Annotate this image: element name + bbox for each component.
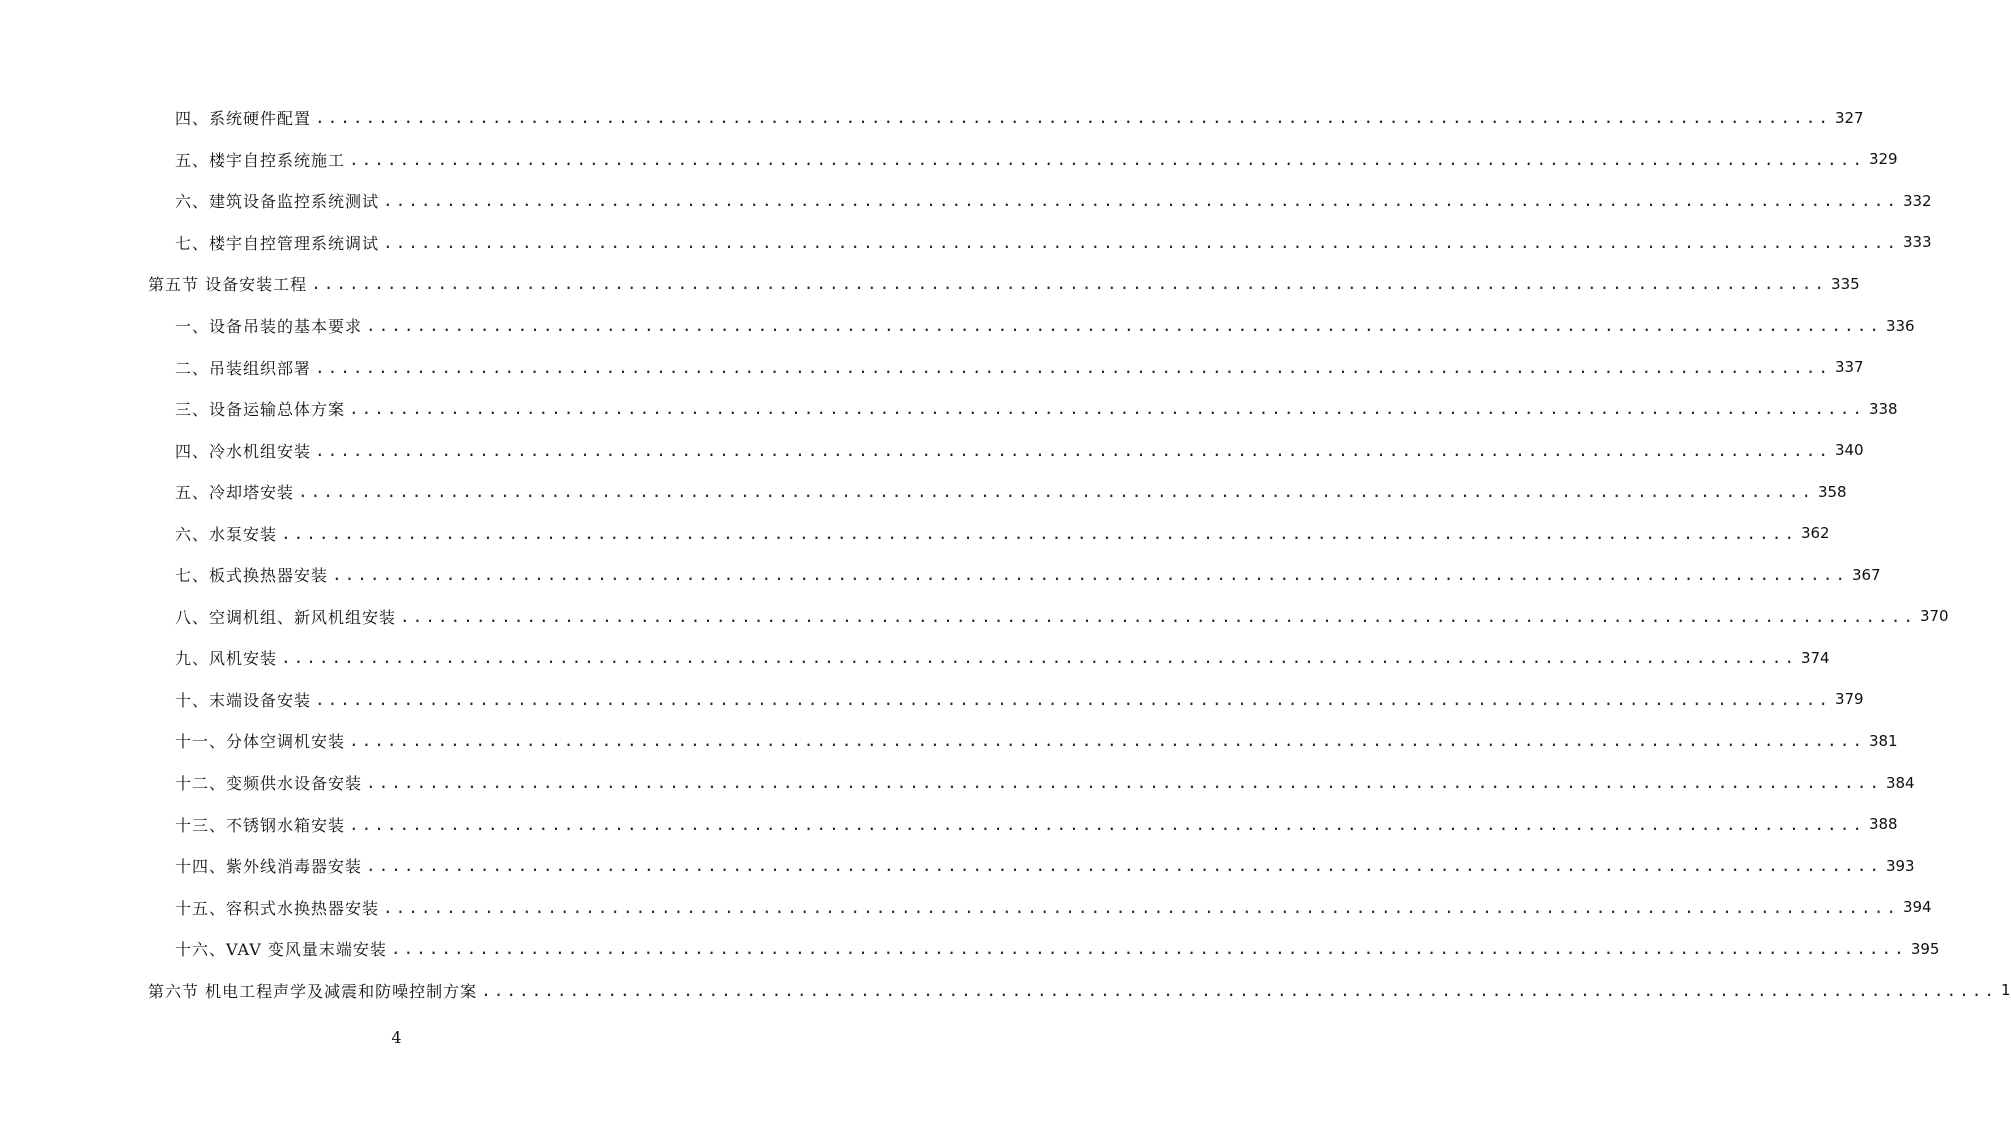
dot-leader: ........................................................................................................................: [315, 689, 1831, 709]
toc-entry[interactable]: [0, 596, 1949, 638]
toc-entry-page: 374: [1800, 648, 1830, 667]
toc-section-entry[interactable]: [0, 969, 2011, 1011]
dot-leader: ........................................................................................................................: [315, 440, 1831, 460]
dot-leader: ........................................................................................................................: [349, 149, 1865, 169]
page-number: 4: [391, 1028, 402, 1047]
dot-leader: ........................................................................................................................: [315, 357, 1831, 377]
dot-leader: ........................................................................................................................: [315, 108, 1831, 128]
toc-entry-title: 四、冷水机组安装: [175, 441, 312, 461]
toc-entry-page: 335: [1831, 274, 1860, 293]
toc-entry-title: 一、设备吊装的基本要求: [175, 317, 363, 336]
toc-entry-page: 340: [1834, 441, 1864, 460]
toc-entry[interactable]: [0, 762, 1915, 804]
toc-entry-title: 十一、分体空调机安装: [175, 732, 346, 752]
toc-entry-page: 381: [1868, 731, 1898, 750]
dot-leader: ........................................................................................................................: [349, 814, 1865, 834]
toc-entry[interactable]: [0, 180, 1932, 222]
toc-entry-title: 第六节 机电工程声学及减震和防噪控制方案: [148, 981, 478, 1001]
toc-entry-title: 六、水泵安装: [175, 524, 278, 544]
dot-leader: ........................................................................................................................: [366, 773, 1882, 793]
toc-entry-page: 362: [1800, 524, 1830, 543]
toc-entry-page: 393: [1885, 856, 1915, 875]
dot-leader: ........................................................................................................................: [281, 648, 1797, 668]
dot-leader: ........................................................................................................................: [366, 316, 1882, 335]
toc-entry-title: 十二、变频供水设备安装: [175, 774, 363, 794]
toc-entry[interactable]: [0, 222, 1932, 264]
toc-entry-page: 338: [1868, 399, 1898, 418]
toc-entry[interactable]: [0, 429, 1864, 471]
toc-entry-page: 384: [1885, 773, 1915, 792]
toc-entry-title: 二、吊装组织部署: [175, 358, 312, 378]
toc-entry[interactable]: [0, 928, 1940, 970]
toc-entry-title: 十六、VAV 变风量末端安装: [175, 940, 387, 960]
toc-entry-page: 327: [1834, 108, 1864, 127]
dot-leader: ........................................................................................................................: [349, 731, 1865, 751]
toc-entry-page: 379: [1834, 690, 1864, 709]
toc-entry-title: 十、末端设备安装: [175, 690, 312, 710]
toc-entry-page: 388: [1868, 815, 1898, 834]
toc-entry-title: 七、楼宇自控管理系统调试: [175, 233, 380, 253]
toc-entry-page: 395: [1910, 939, 1940, 958]
toc-entry-title: 五、楼宇自控系统施工: [175, 150, 346, 170]
toc-entry[interactable]: [0, 388, 1898, 430]
toc-entry[interactable]: [0, 720, 1898, 762]
toc-entry-page: 337: [1834, 358, 1864, 377]
toc-entry[interactable]: [0, 886, 1932, 928]
toc-entry[interactable]: [0, 97, 1864, 139]
toc-entry-title: 五、冷却塔安装: [175, 483, 295, 503]
table-of-contents: [0, 97, 2011, 1011]
toc-entry-page: 394: [1902, 898, 1932, 917]
toc-entry[interactable]: [0, 305, 1915, 347]
dot-leader: ........................................................................................................................: [281, 523, 1797, 543]
toc-entry-title: 十三、不锈钢水箱安装: [175, 815, 346, 835]
toc-entry[interactable]: [0, 512, 1830, 554]
toc-entry-title: 四、系统硬件配置: [175, 109, 312, 129]
dot-leader: ........................................................................................................................: [311, 274, 1828, 294]
toc-entry-title: 六、建筑设备监控系统测试: [175, 192, 380, 212]
toc-entry[interactable]: [0, 845, 1915, 887]
toc-entry-page: 370: [1919, 607, 1949, 626]
dot-leader: ........................................................................................................................: [383, 191, 1899, 211]
toc-entry[interactable]: [0, 346, 1864, 388]
dot-leader: ........................................................................................................................: [366, 856, 1882, 876]
toc-entry-title: 第五节 设备安装工程: [148, 275, 308, 295]
toc-entry-title: 八、空调机组、新风机组安装: [175, 607, 397, 627]
toc-entry-page: 1: [2001, 981, 2011, 1000]
toc-entry-title: 七、板式换热器安装: [175, 566, 329, 586]
toc-entry-page: 358: [1817, 482, 1847, 501]
dot-leader: ........................................................................................................................: [349, 399, 1865, 419]
dot-leader: ........................................................................................................................: [383, 232, 1899, 252]
toc-entry-page: 329: [1868, 150, 1898, 169]
toc-entry[interactable]: [0, 803, 1898, 845]
toc-entry-page: 336: [1885, 316, 1915, 335]
dot-leader: ........................................................................................................................: [332, 565, 1848, 585]
toc-section-entry[interactable]: [0, 263, 1860, 305]
toc-entry[interactable]: [0, 637, 1830, 679]
toc-entry[interactable]: [0, 471, 1847, 513]
toc-entry-page: 333: [1902, 233, 1932, 252]
toc-entry[interactable]: [0, 554, 1881, 596]
toc-entry-title: 九、风机安装: [175, 649, 278, 669]
toc-entry-page: 367: [1851, 565, 1881, 584]
toc-entry[interactable]: [0, 679, 1864, 721]
dot-leader: ........................................................................................................................: [298, 482, 1814, 502]
dot-leader: ........................................................................................................................: [390, 939, 1907, 959]
toc-entry-page: 332: [1902, 191, 1932, 210]
toc-entry-title: 十五、容积式水换热器安装: [175, 898, 380, 918]
toc-entry[interactable]: [0, 139, 1898, 181]
toc-entry-title: 十四、紫外线消毒器安装: [175, 857, 363, 877]
toc-entry-title: 三、设备运输总体方案: [175, 400, 346, 420]
dot-leader: ........................................................................................................................: [481, 980, 1998, 1000]
dot-leader: ........................................................................................................................: [400, 606, 1916, 626]
dot-leader: ........................................................................................................................: [383, 897, 1899, 917]
